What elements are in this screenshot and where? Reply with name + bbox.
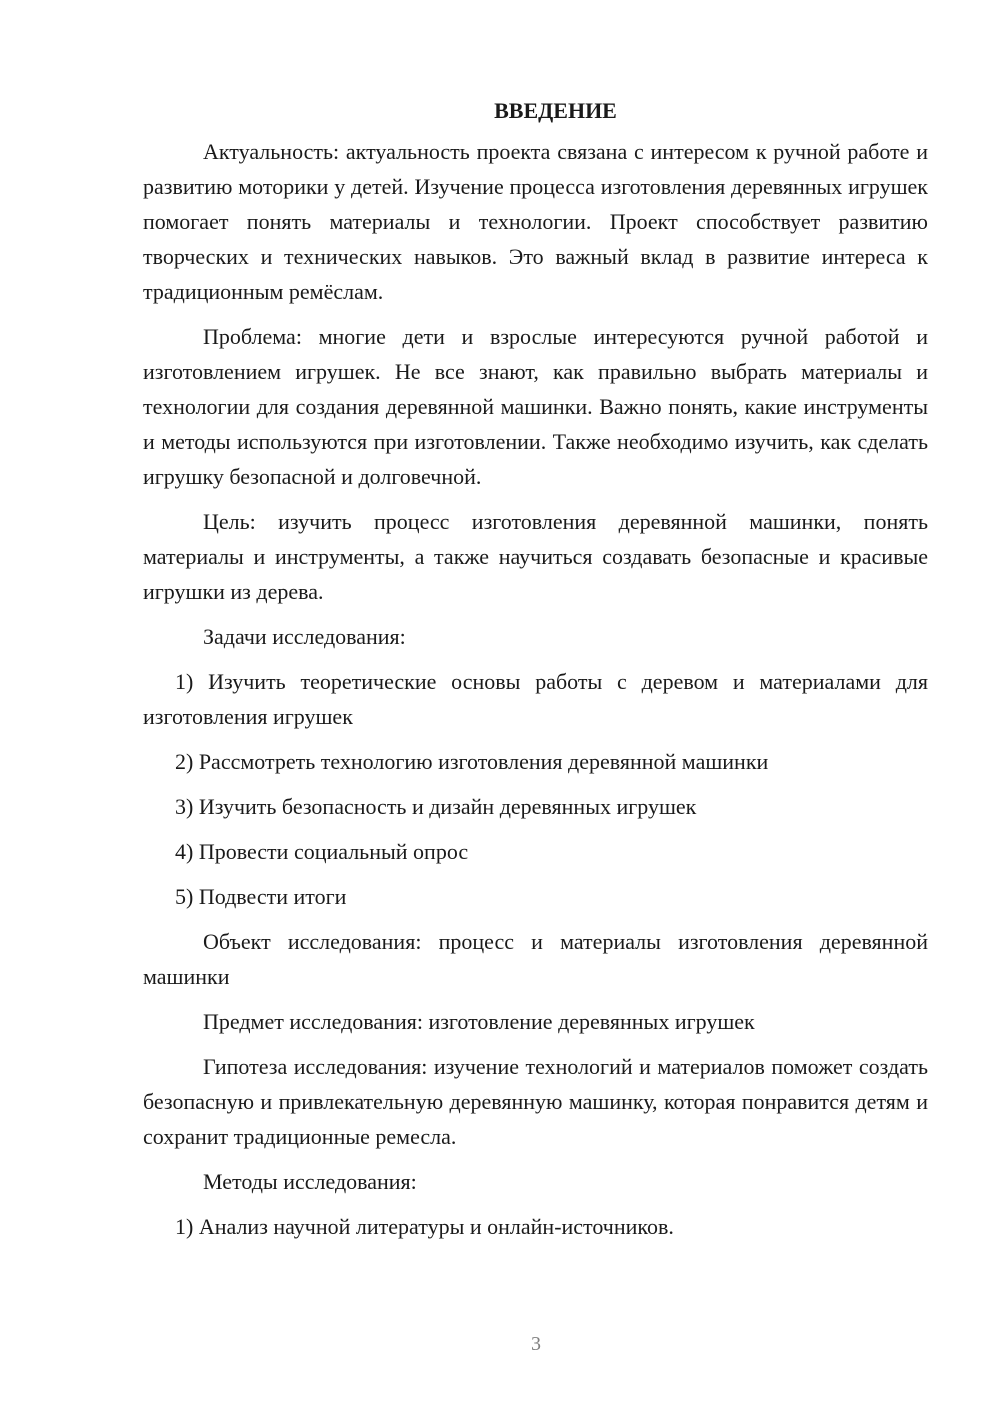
hypothesis-paragraph: Гипотеза исследования: изучение технологий и материалов поможет создать безопасную и привлекательную деревянную машинку, которая понравится детям и сохранит традиционные ремесла. (143, 1054, 928, 1149)
task-item-3: 3) Изучить безопасность и дизайн деревянных игрушек (175, 794, 697, 819)
methods-heading: Методы исследования: (203, 1169, 417, 1194)
method-item-1: 1) Анализ научной литературы и онлайн-источников. (175, 1214, 674, 1239)
page-number: 3 (531, 1333, 541, 1355)
task-item-4: 4) Провести социальный опрос (175, 839, 469, 864)
task-item-1: 1) Изучить теоретические основы работы с деревом и материалами для изготовления игрушек (143, 669, 928, 729)
task-item-5: 5) Подвести итоги (175, 884, 347, 909)
subject-paragraph: Предмет исследования: изготовление деревянных игрушек (203, 1009, 755, 1034)
goal-paragraph: Цель: изучить процесс изготовления деревянной машинки, понять материалы и инструменты, а также научиться создавать безопасные и красивые игрушки из дерева. (143, 509, 928, 604)
problem-paragraph: Проблема: многие дети и взрослые интересуются ручной работой и изготовлением игрушек. Не все знают, как правильно выбрать материалы и технологии для создания деревянной машинки. Важно понять, какие инструменты и методы используются при изготовлении. Также необходимо изучить, как сделать игрушку безопасной и долговечной. (143, 324, 928, 489)
relevance-paragraph: Актуальность: актуальность проекта связана с интересом к ручной работе и развитию моторики у детей. Изучение процесса изготовления деревянных игрушек помогает понять материалы и технологии. Проект способствует развитию творческих и технических навыков. Это важный вклад в развитие интереса к традиционным ремёслам. (143, 139, 928, 304)
page-title: ВВЕДЕНИЕ (494, 98, 617, 123)
object-paragraph: Объект исследования: процесс и материалы изготовления деревянной машинки (143, 929, 928, 989)
task-item-2: 2) Рассмотреть технологию изготовления деревянной машинки (175, 749, 769, 774)
tasks-heading: Задачи исследования: (203, 624, 406, 649)
